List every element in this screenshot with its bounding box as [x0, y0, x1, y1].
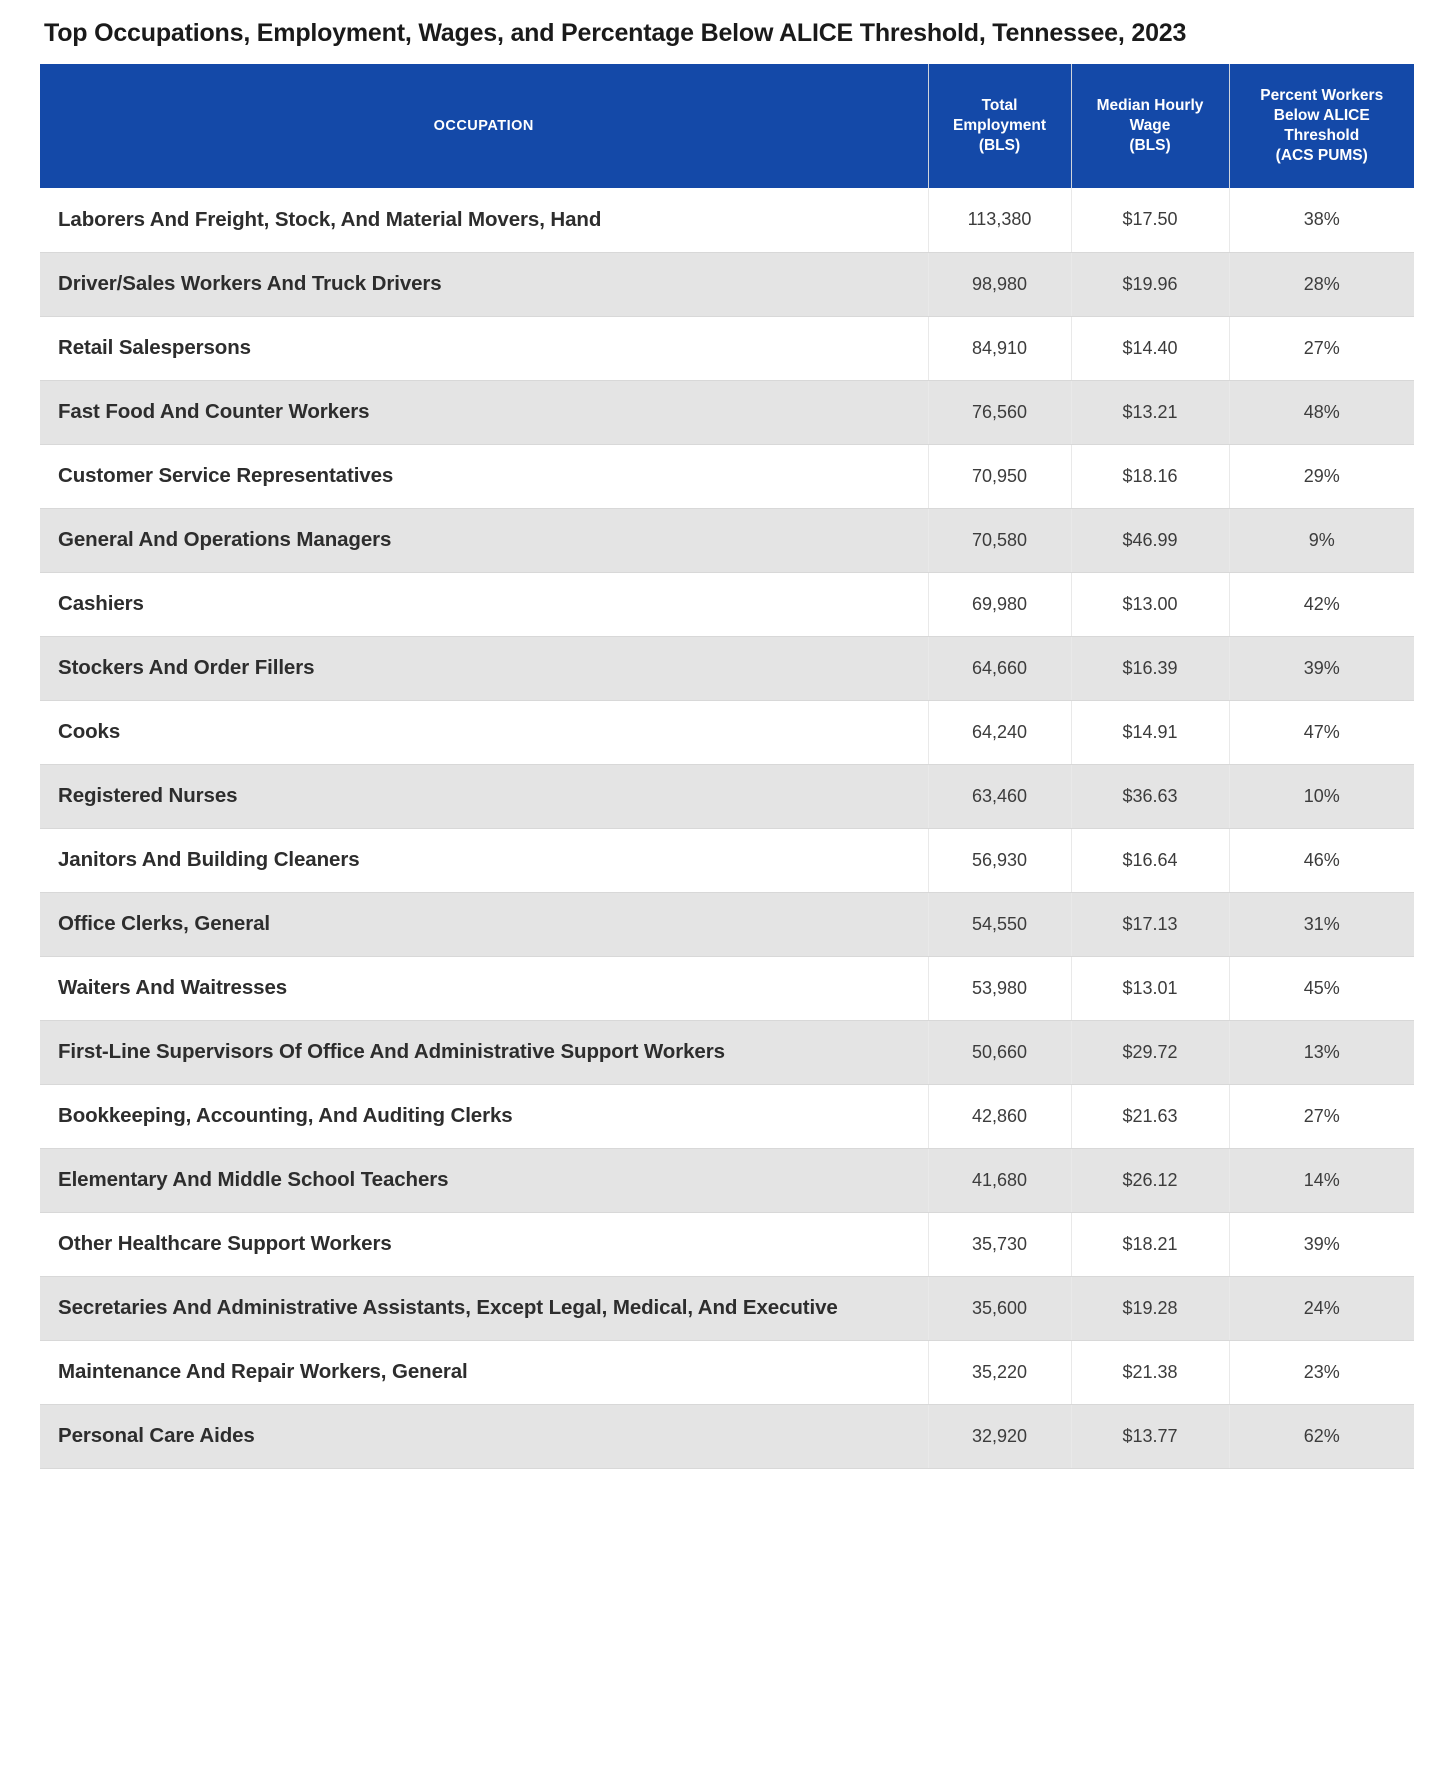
cell-wage: $17.50 [1071, 188, 1229, 252]
cell-wage: $16.64 [1071, 828, 1229, 892]
table-row[interactable] [40, 252, 1414, 316]
cell-occupation: Personal Care Aides [40, 1404, 928, 1468]
table-row[interactable] [40, 1212, 1414, 1276]
cell-wage: $36.63 [1071, 764, 1229, 828]
cell-occupation: Retail Salespersons [40, 316, 928, 380]
cell-wage: $21.38 [1071, 1340, 1229, 1404]
header-label-percent-3: Threshold [1284, 127, 1360, 144]
cell-wage: $18.16 [1071, 444, 1229, 508]
cell-wage: $26.12 [1071, 1148, 1229, 1212]
column-header-wage[interactable] [1071, 64, 1229, 188]
cell-employment: 53,980 [928, 956, 1071, 1020]
table-row[interactable] [40, 636, 1414, 700]
cell-occupation: Other Healthcare Support Workers [40, 1212, 928, 1276]
cell-percent: 27% [1229, 316, 1414, 380]
cell-occupation: Laborers And Freight, Stock, And Material Movers, Hand [40, 188, 928, 252]
header-label-employment-1: Total [981, 97, 1018, 115]
cell-wage: $19.28 [1071, 1276, 1229, 1340]
table-row[interactable] [40, 956, 1414, 1020]
cell-percent: 13% [1229, 1020, 1414, 1084]
cell-employment: 42,860 [928, 1084, 1071, 1148]
cell-occupation: Office Clerks, General [40, 892, 928, 956]
header-row [40, 64, 1414, 188]
cell-percent: 23% [1229, 1340, 1414, 1404]
table-row[interactable] [40, 380, 1414, 444]
cell-employment: 64,660 [928, 636, 1071, 700]
cell-wage: $18.21 [1071, 1212, 1229, 1276]
cell-occupation: Cashiers [40, 572, 928, 636]
column-header-percent[interactable] [1229, 64, 1414, 188]
cell-percent: 9% [1229, 508, 1414, 572]
cell-employment: 56,930 [928, 828, 1071, 892]
cell-employment: 98,980 [928, 252, 1071, 316]
cell-occupation: Janitors And Building Cleaners [40, 828, 928, 892]
cell-wage: $19.96 [1071, 252, 1229, 316]
cell-employment: 69,980 [928, 572, 1071, 636]
cell-employment: 84,910 [928, 316, 1071, 380]
cell-wage: $14.91 [1071, 700, 1229, 764]
table-row[interactable] [40, 1276, 1414, 1340]
column-header-occupation[interactable] [40, 64, 928, 188]
occupations-table [40, 64, 1414, 1469]
cell-percent: 39% [1229, 1212, 1414, 1276]
table-row[interactable] [40, 1084, 1414, 1148]
cell-employment: 32,920 [928, 1404, 1071, 1468]
table-row[interactable] [40, 508, 1414, 572]
cell-wage: $13.77 [1071, 1404, 1229, 1468]
table-row[interactable] [40, 188, 1414, 252]
cell-occupation: Customer Service Representatives [40, 444, 928, 508]
table-body [40, 188, 1414, 1468]
table-row[interactable] [40, 316, 1414, 380]
cell-wage: $46.99 [1071, 508, 1229, 572]
cell-percent: 10% [1229, 764, 1414, 828]
cell-employment: 64,240 [928, 700, 1071, 764]
cell-wage: $13.01 [1071, 956, 1229, 1020]
cell-percent: 14% [1229, 1148, 1414, 1212]
header-label-wage-1: Median Hourly [1096, 97, 1204, 115]
cell-occupation: Waiters And Waitresses [40, 956, 928, 1020]
cell-occupation: First-Line Supervisors Of Office And Administrative Support Workers [40, 1020, 928, 1084]
cell-wage: $17.13 [1071, 892, 1229, 956]
header-label-percent-2: Below ALICE [1273, 107, 1370, 125]
column-header-employment[interactable] [928, 64, 1071, 188]
cell-employment: 35,730 [928, 1212, 1071, 1276]
cell-occupation: Stockers And Order Fillers [40, 636, 928, 700]
table-header [40, 64, 1414, 188]
cell-employment: 70,950 [928, 444, 1071, 508]
cell-employment: 35,600 [928, 1276, 1071, 1340]
page-title: Top Occupations, Employment, Wages, and Percentage Below ALICE Threshold, Tennessee, 2023 [44, 19, 1187, 47]
table-row[interactable] [40, 1340, 1414, 1404]
cell-percent: 47% [1229, 700, 1414, 764]
cell-occupation: Fast Food And Counter Workers [40, 380, 928, 444]
table-row[interactable] [40, 892, 1414, 956]
cell-wage: $13.21 [1071, 380, 1229, 444]
cell-employment: 113,380 [928, 188, 1071, 252]
cell-occupation: General And Operations Managers [40, 508, 928, 572]
cell-percent: 29% [1229, 444, 1414, 508]
cell-wage: $14.40 [1071, 316, 1229, 380]
cell-percent: 24% [1229, 1276, 1414, 1340]
cell-percent: 46% [1229, 828, 1414, 892]
cell-employment: 76,560 [928, 380, 1071, 444]
cell-occupation: Maintenance And Repair Workers, General [40, 1340, 928, 1404]
header-label-occupation: OCCUPATION [433, 117, 534, 134]
table-row[interactable] [40, 572, 1414, 636]
cell-employment: 35,220 [928, 1340, 1071, 1404]
header-label-wage-3: (BLS) [1129, 136, 1171, 154]
cell-employment: 54,550 [928, 892, 1071, 956]
cell-percent: 42% [1229, 572, 1414, 636]
cell-percent: 31% [1229, 892, 1414, 956]
header-label-employment-3: (BLS) [978, 136, 1021, 154]
cell-occupation: Elementary And Middle School Teachers [40, 1148, 928, 1212]
table-row[interactable] [40, 1020, 1414, 1084]
cell-wage: $16.39 [1071, 636, 1229, 700]
cell-percent: 38% [1229, 188, 1414, 252]
cell-percent: 62% [1229, 1404, 1414, 1468]
header-label-percent-1: Percent Workers [1260, 87, 1384, 105]
cell-occupation: Registered Nurses [40, 764, 928, 828]
header-label-percent-4: (ACS PUMS) [1275, 146, 1368, 164]
cell-occupation: Bookkeeping, Accounting, And Auditing Clerks [40, 1084, 928, 1148]
header-label-wage-2: Wage [1129, 117, 1171, 135]
header-label-employment-2: Employment [952, 117, 1046, 135]
table-row[interactable] [40, 444, 1414, 508]
cell-occupation: Secretaries And Administrative Assistants, Except Legal, Medical, And Executive [40, 1276, 928, 1340]
cell-wage: $29.72 [1071, 1020, 1229, 1084]
table-row[interactable] [40, 1148, 1414, 1212]
table-row[interactable] [40, 700, 1414, 764]
cell-percent: 27% [1229, 1084, 1414, 1148]
cell-employment: 41,680 [928, 1148, 1071, 1212]
cell-wage: $13.00 [1071, 572, 1229, 636]
table-row[interactable] [40, 764, 1414, 828]
cell-employment: 63,460 [928, 764, 1071, 828]
cell-percent: 39% [1229, 636, 1414, 700]
table-row[interactable] [40, 828, 1414, 892]
cell-wage: $21.63 [1071, 1084, 1229, 1148]
cell-employment: 70,580 [928, 508, 1071, 572]
cell-percent: 48% [1229, 380, 1414, 444]
cell-percent: 45% [1229, 956, 1414, 1020]
cell-occupation: Driver/Sales Workers And Truck Drivers [40, 252, 928, 316]
cell-employment: 50,660 [928, 1020, 1071, 1084]
table-row[interactable] [40, 1404, 1414, 1468]
cell-percent: 28% [1229, 252, 1414, 316]
cell-occupation: Cooks [40, 700, 928, 764]
